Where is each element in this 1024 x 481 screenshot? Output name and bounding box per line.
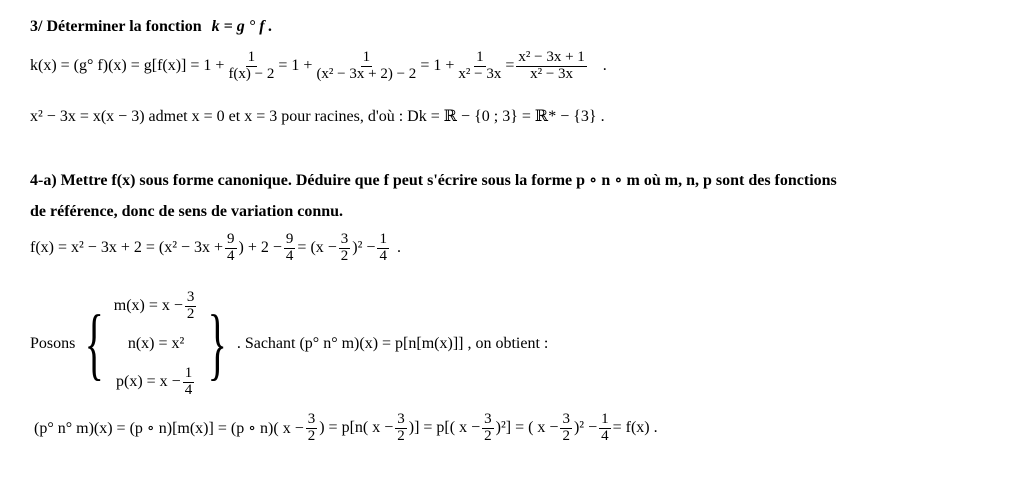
comp-part: )²] = ( x −	[495, 419, 559, 437]
section-4-heading-1	[30, 170, 837, 190]
canonical-form-line	[30, 232, 401, 265]
sachant-text: . Sachant (p° n° m)(x) = p[n[m(x)]] , on obtient :	[236, 335, 549, 352]
fraction: $\frac{1}{f(x) - 2}$	[228, 49, 275, 82]
fraction: $\frac{3}{2}$	[307, 411, 316, 444]
section-3-heading	[30, 18, 273, 36]
composition-line	[34, 412, 658, 445]
p-definition	[114, 364, 199, 400]
fraction: $\frac{3}{2}$	[340, 231, 349, 264]
fraction: $\frac{3}{2}$	[562, 411, 570, 444]
n-definition	[114, 326, 199, 362]
section-4-title: 4-a) Mettre f(x) sous forme canonique. Déduire que f peut s'écrire sous la forme p ∘ n ∘ m où m, n, p sont des fonctions	[30, 172, 837, 189]
section-4-subtitle: de référence, donc de sens de variation connu.	[30, 203, 344, 220]
fraction: $\frac{\text{x² − 3x + 1}}{\text{x² − 3x}}$	[518, 49, 585, 82]
fraction: $\frac{3}{2}$	[484, 411, 492, 444]
domain-line	[30, 106, 605, 126]
section-4-heading-2	[30, 203, 343, 221]
fraction: $\frac{9}{4}$	[285, 231, 294, 264]
m-definition	[114, 288, 199, 324]
comp-part: ) = p[n( x −	[319, 419, 394, 437]
n-text: n(x) = x²	[127, 335, 185, 352]
fraction: $\frac{1}{4}$	[601, 411, 609, 444]
fraction: $\frac{3}{2}$	[186, 288, 195, 322]
fraction: $\frac{1}{4}$	[379, 231, 387, 264]
function-system	[114, 288, 199, 400]
comp-part: )] = p[( x −	[408, 419, 481, 437]
equals: =	[505, 57, 515, 75]
fraction: $\frac{1}{\text{(x² − 3x + 2) − 2}}$	[316, 49, 417, 82]
posons-block	[30, 288, 548, 400]
period: .	[396, 239, 401, 257]
fraction: $\frac{9}{4}$	[227, 231, 235, 264]
canon-part: f(x) = x² − 3x + 2 = (x² − 3x +	[30, 239, 224, 257]
period: .	[602, 57, 607, 75]
right-brace: }	[208, 300, 228, 388]
canon-part: ) + 2 −	[238, 239, 282, 257]
comp-part: )² −	[573, 419, 598, 437]
fraction: $\frac{1}{\text{x² − 3x}}$	[458, 49, 502, 82]
section-3-expr: k = g ° f .	[211, 18, 273, 35]
p-lhs: p(x) = x −	[115, 373, 181, 390]
fraction: $\frac{1}{4}$	[184, 364, 193, 398]
comp-part: (p° n° m)(x) = (p ∘ n)[m(x)] = (p ∘ n)( x −	[34, 420, 304, 438]
left-brace: {	[84, 300, 105, 388]
k-derivation-line	[30, 50, 607, 83]
fraction: $\frac{3}{2}$	[397, 411, 405, 444]
canon-part: )² −	[352, 239, 376, 257]
k-lhs: k(x) = (g° f)(x) = g[f(x)] = 1 +	[30, 57, 225, 75]
domain-text: x² − 3x = x(x − 3) admet x = 0 et x = 3 pour racines, d'où : Dk = ℝ − {0 ; 3} = ℝ* − {3} .	[30, 108, 605, 125]
posons-label: Posons	[30, 335, 76, 352]
section-3-title: 3/ Déterminer la fonction	[30, 18, 202, 35]
equals: = 1 +	[278, 57, 313, 75]
equals: = 1 +	[420, 57, 455, 75]
m-lhs: m(x) = x −	[113, 297, 183, 314]
comp-part: = f(x) .	[612, 419, 658, 437]
canon-part: = (x −	[297, 239, 337, 257]
